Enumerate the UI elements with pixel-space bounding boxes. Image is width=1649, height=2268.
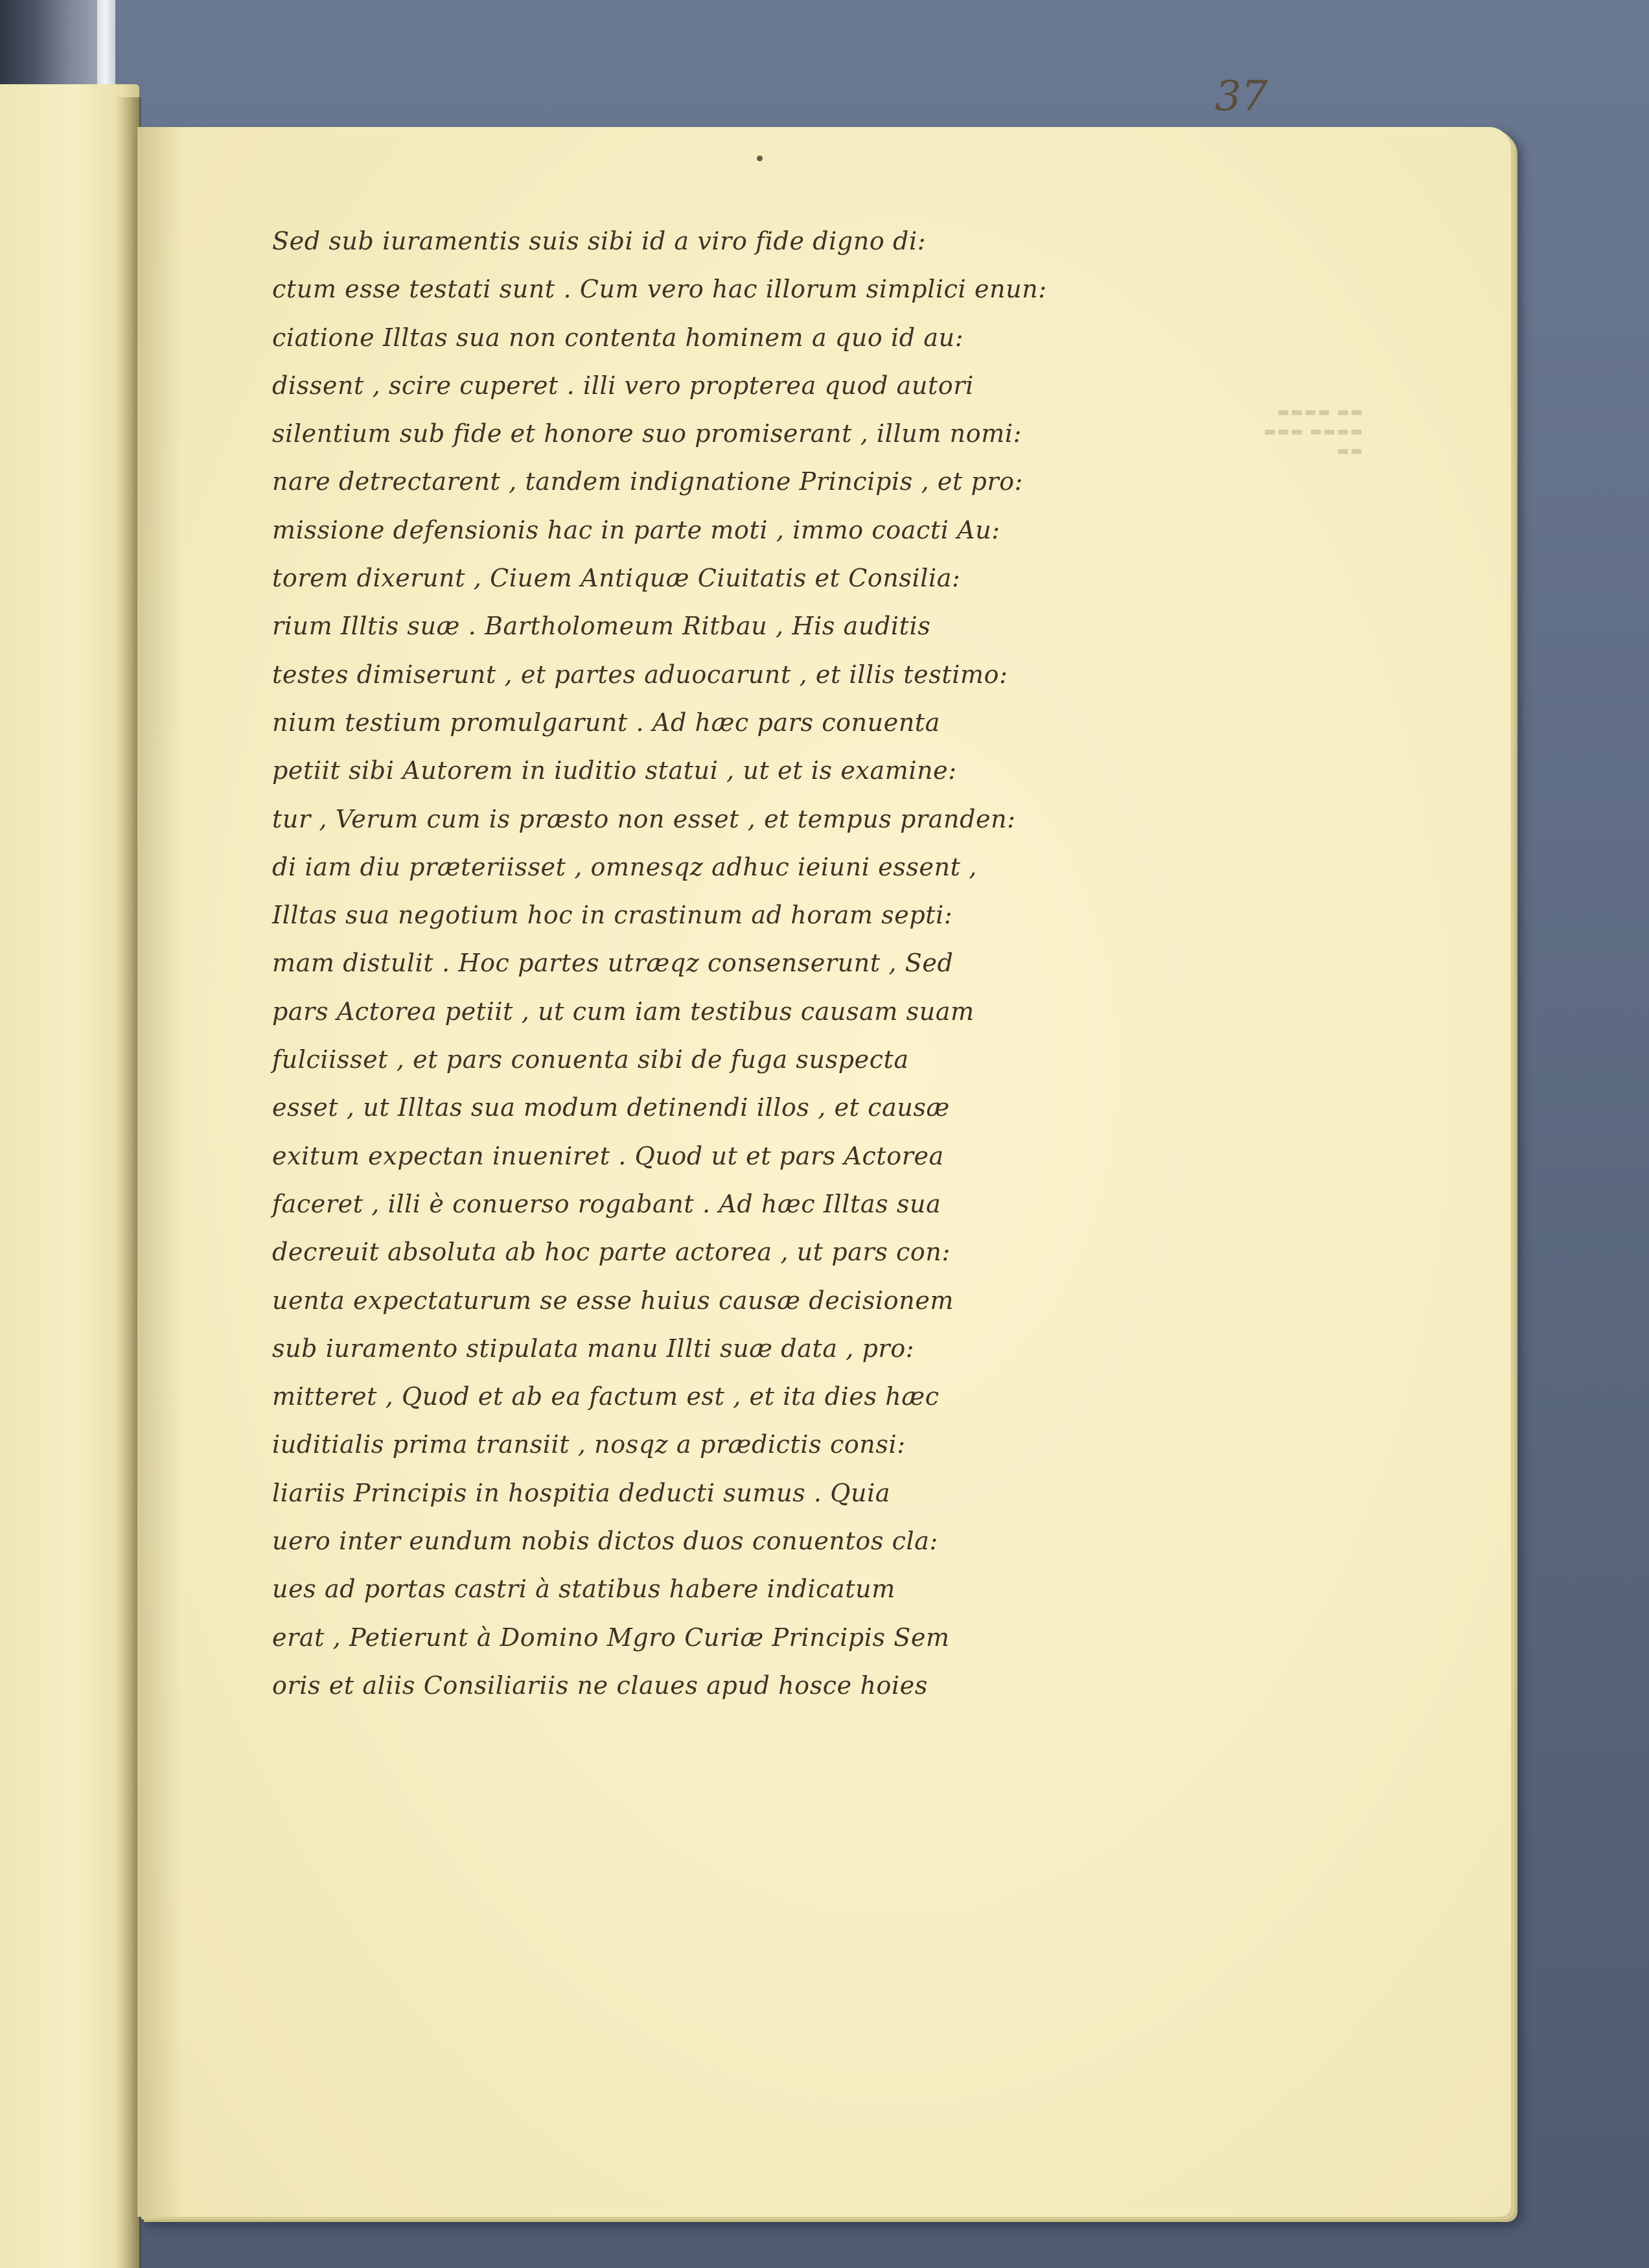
text-line: faceret , illi è conuerso rogabant . Ad hæc Illtas sua [272,1189,941,1218]
text-line: missione defensionis hac in parte moti , immo coacti Au: [272,515,1000,544]
text-line: ciatione Illtas sua non contenta hominem a quo id au: [272,323,964,352]
text-line: esset , ut Illtas sua modum detinendi illos , et causæ [272,1093,950,1122]
text-line: fulciisset , et pars conuenta sibi de fuga suspecta [272,1045,909,1074]
text-line: silentium sub fide et honore suo promiserant , illum nomi: [272,419,1022,448]
folio-number: 37 [1215,73,1268,121]
text-line: uenta expectaturum se esse huius causæ decisionem [272,1286,954,1315]
ink-dot-mark [757,156,763,161]
text-line: dissent , scire cuperet . illi vero propterea quod autori [272,371,974,400]
text-line: exitum expectan inueniret . Quod ut et pars Actorea [272,1141,944,1170]
text-line: iuditialis prima transiit , nosqz a prædictis consi: [272,1430,906,1459]
text-line: ctum esse testati sunt . Cum vero hac illorum simplici enun: [272,275,1047,304]
text-line: nium testium promulgarunt . Ad hæc pars conuenta [272,708,941,737]
text-line: uero inter eundum nobis dictos duos conuentos cla: [272,1527,938,1556]
text-line: oris et aliis Consiliariis ne claues apud hosce hoies [272,1671,928,1700]
text-line: sub iuramento stipulata manu Illti suæ data , pro: [272,1334,915,1363]
handwritten-text-block [272,217,1238,1709]
text-line: Illtas sua negotium hoc in crastinum ad horam septi: [272,901,953,930]
bleed-through-ghost-text: ▬▬▬▬ ▬▬ ▬▬▬ ▬▬▬▬ ▬▬ [1263,404,1364,458]
text-line: Sed sub iuramentis suis sibi id a viro fide digno di: [272,227,927,255]
text-line: liariis Principis in hospitia deducti sumus . Quia [272,1478,891,1507]
text-line: rium Illtis suæ . Bartholomeum Ritbau , His auditis [272,612,931,641]
text-line: mam distulit . Hoc partes utræqz consenserunt , Sed [272,949,954,978]
text-line: erat , Petierunt à Domino Mgro Curiæ Principis Sem [272,1623,950,1652]
text-line: mitteret , Quod et ab ea factum est , et ita dies hæc [272,1382,940,1411]
text-line: decreuit absoluta ab hoc parte actorea , ut pars con: [272,1238,951,1267]
text-line: tur , Verum cum is præsto non esset , et tempus pranden: [272,804,1016,833]
text-line: di iam diu præteriisset , omnesqz adhuc ieiuni essent , [272,852,977,881]
page-curl-shadow [137,127,183,2217]
text-line: nare detrectarent , tandem indignatione Principis , et pro: [272,467,1024,496]
text-line: torem dixerunt , Ciuem Antiquæ Ciuitatis et Consilia: [272,564,961,593]
text-line: testes dimiserunt , et partes aduocarunt , et illis testimo: [272,660,1008,689]
text-line: ues ad portas castri à statibus habere indicatum [272,1575,895,1604]
text-line: petiit sibi Autorem in iuditio statui , ut et is examine: [272,756,957,785]
text-line: pars Actorea petiit , ut cum iam testibus causam suam [272,997,974,1026]
